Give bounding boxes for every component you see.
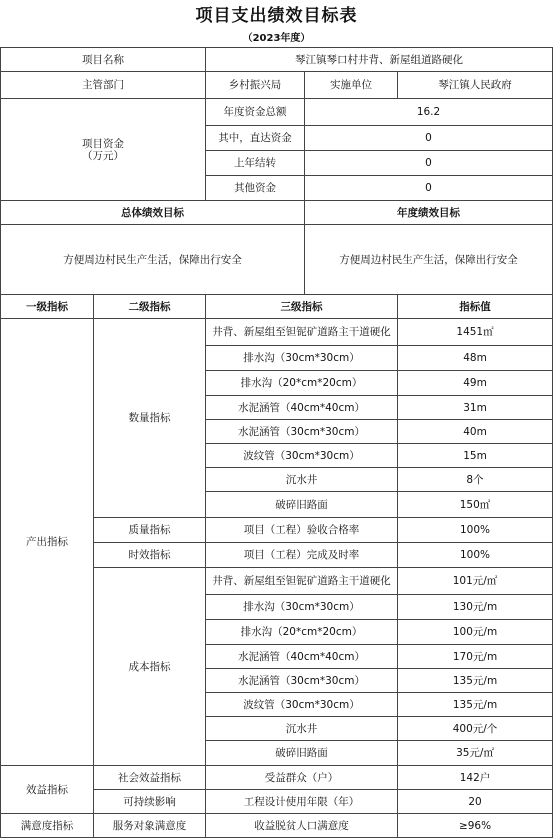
indicator-name: 项目（工程）完成及时率 <box>206 543 398 568</box>
indicator-value: 135元/m <box>398 693 553 717</box>
indicator-name: 收益脱贫人口满意度 <box>206 814 398 838</box>
indicator-name: 水泥涵管（40cm*40cm） <box>206 396 398 420</box>
fund-item-label: 上年结转 <box>206 151 305 176</box>
level2-header: 二级指标 <box>94 295 206 319</box>
indicator-value: 48m <box>398 346 553 371</box>
indicator-value: 142户 <box>398 766 553 790</box>
indicator-name: 水泥涵管（40cm*40cm） <box>206 645 398 669</box>
project-name-label: 项目名称 <box>1 48 206 72</box>
indicator-name: 沉水井 <box>206 468 398 492</box>
indicator-value: 20 <box>398 790 553 814</box>
indicator-name: 工程设计使用年限（年） <box>206 790 398 814</box>
indicator-name: 排水沟（30cm*30cm） <box>206 595 398 620</box>
indicator-value: ≥96% <box>398 814 553 838</box>
indicator-name: 排水沟（30cm*30cm） <box>206 346 398 371</box>
indicator-value: 49m <box>398 371 553 396</box>
indicator-name: 排水沟（20*cm*20cm） <box>206 371 398 396</box>
table-row <box>1 319 553 346</box>
fund-item-value: 0 <box>305 126 553 151</box>
indicator-value: 40m <box>398 420 553 444</box>
impl-unit-label: 实施单位 <box>305 72 398 99</box>
indicator-name: 井背、新屋组至钽铌矿道路主干道硬化 <box>206 319 398 346</box>
indicator-value: 101元/㎡ <box>398 568 553 595</box>
fund-item-label: 其中，直达资金 <box>206 126 305 151</box>
indicator-value: 100% <box>398 543 553 568</box>
level1-header: 一级指标 <box>1 295 94 319</box>
indicator-name: 水泥涵管（30cm*30cm） <box>206 420 398 444</box>
year-label: （2023年度） <box>242 33 311 44</box>
level3-header: 三级指标 <box>206 295 398 319</box>
fund-item-label: 年度资金总额 <box>206 99 305 126</box>
quality-indicator-label: 质量指标 <box>94 518 206 543</box>
table-row <box>1 814 553 838</box>
indicator-value: 130元/m <box>398 595 553 620</box>
performance-table <box>0 47 553 838</box>
table-row <box>1 99 553 126</box>
table-row <box>1 72 553 99</box>
indicator-value: 135元/m <box>398 669 553 693</box>
indicator-name: 项目（工程）验收合格率 <box>206 518 398 543</box>
value-header: 指标值 <box>398 295 553 319</box>
indicator-value: 1451㎡ <box>398 319 553 346</box>
indicator-value: 15m <box>398 444 553 468</box>
satisfaction-indicator-label: 满意度指标 <box>1 814 94 838</box>
fund-item-value: 0 <box>305 176 553 201</box>
table-row <box>1 225 553 295</box>
indicator-name: 排水沟（20*cm*20cm） <box>206 620 398 645</box>
dept-value: 乡村振兴局 <box>206 72 305 99</box>
indicator-name: 受益群众（户） <box>206 766 398 790</box>
table-row <box>1 766 553 790</box>
indicator-name: 沉水井 <box>206 717 398 741</box>
table-row <box>1 201 553 225</box>
overall-goal-text: 方便周边村民生产生活，保障出行安全 <box>1 225 305 295</box>
sustain-indicator-label: 可持续影响 <box>94 790 206 814</box>
indicator-value: 35元/㎡ <box>398 741 553 766</box>
indicator-value: 400元/个 <box>398 717 553 741</box>
dept-label: 主管部门 <box>1 72 206 99</box>
indicator-value: 170元/m <box>398 645 553 669</box>
fund-item-value: 16.2 <box>305 99 553 126</box>
overall-goal-header: 总体绩效目标 <box>1 201 305 225</box>
social-indicator-label: 社会效益指标 <box>94 766 206 790</box>
output-indicator-label: 产出指标 <box>1 319 94 766</box>
indicator-value: 150㎡ <box>398 492 553 518</box>
indicator-value: 8个 <box>398 468 553 492</box>
project-name-value: 琴江镇琴口村井背、新屋组道路硬化 <box>206 48 553 72</box>
indicator-value: 100% <box>398 518 553 543</box>
cost-indicator-label: 成本指标 <box>94 568 206 766</box>
indicator-value: 31m <box>398 396 553 420</box>
page-title: 项目支出绩效目标表 <box>195 6 358 26</box>
indicator-name: 波纹管（30cm*30cm） <box>206 444 398 468</box>
table-row <box>1 295 553 319</box>
indicator-value: 100元/m <box>398 620 553 645</box>
quantity-indicator-label: 数量指标 <box>94 319 206 518</box>
annual-goal-header: 年度绩效目标 <box>305 201 553 225</box>
fund-item-label: 其他资金 <box>206 176 305 201</box>
indicator-name: 水泥涵管（30cm*30cm） <box>206 669 398 693</box>
fund-item-value: 0 <box>305 151 553 176</box>
service-indicator-label: 服务对象满意度 <box>94 814 206 838</box>
indicator-name: 破碎旧路面 <box>206 492 398 518</box>
benefit-indicator-label: 效益指标 <box>1 766 94 814</box>
indicator-name: 破碎旧路面 <box>206 741 398 766</box>
funds-label: 项目资金 （万元） <box>1 99 206 201</box>
indicator-name: 波纹管（30cm*30cm） <box>206 693 398 717</box>
timeliness-indicator-label: 时效指标 <box>94 543 206 568</box>
impl-unit-value: 琴江镇人民政府 <box>398 72 553 99</box>
indicator-name: 井背、新屋组至钽铌矿道路主干道硬化 <box>206 568 398 595</box>
annual-goal-text: 方便周边村民生产生活，保障出行安全 <box>305 225 553 295</box>
table-row <box>1 48 553 72</box>
